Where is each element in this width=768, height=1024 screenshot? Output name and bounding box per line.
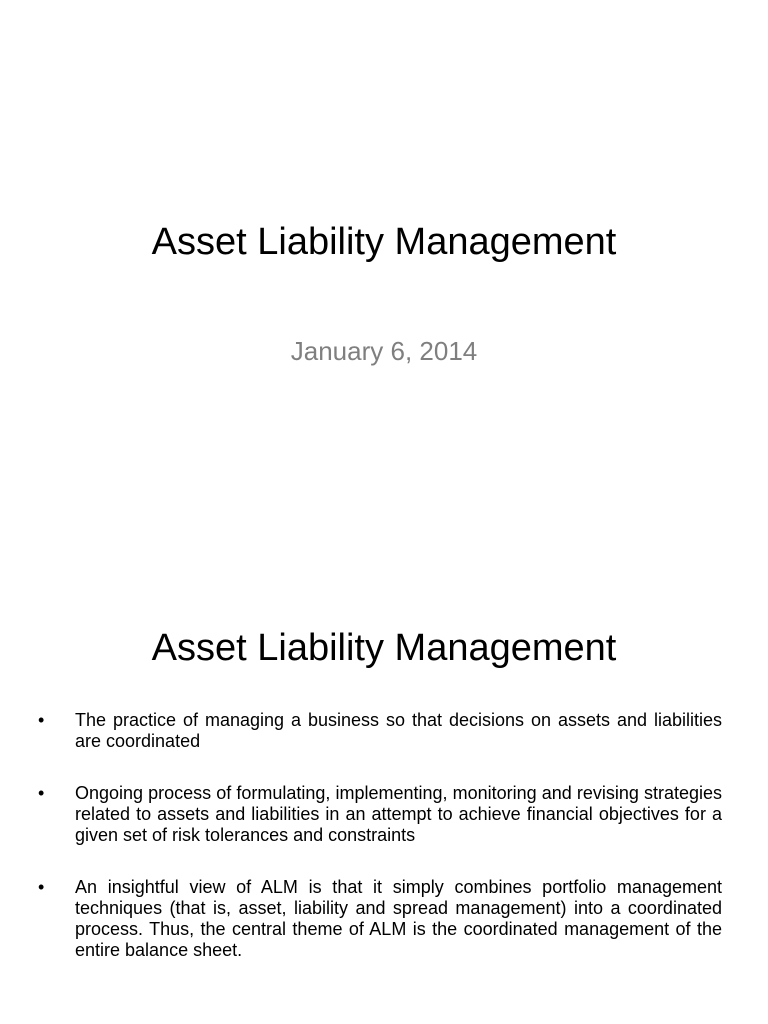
bullet-list (38, 710, 722, 992)
bullet-text: The practice of managing a business so that decisions on assets and liabilities are coordinated (75, 710, 722, 751)
bullet-dot-icon: • (38, 783, 45, 803)
bullet-item (38, 877, 722, 961)
bullet-text: Ongoing process of formulating, implementing, monitoring and revising strategies related to assets and liabilities in an attempt to achieve financial objectives for a given set of risk tolerances and constraints (75, 783, 722, 845)
slide-subtitle-date: January 6, 2014 (290, 336, 478, 366)
content-slide (0, 512, 768, 1024)
bullet-text: An insightful view of ALM is that it simply combines portfolio management techniques (that is, asset, liability and spread management) into a coordinated process. Thus, the central theme of ALM is the coordinated management of the entire balance sheet. (75, 877, 722, 960)
bullet-item (38, 783, 722, 846)
slide-title: Asset Liability Management (151, 627, 617, 669)
bullet-dot-icon: • (38, 877, 45, 897)
bullet-dot-icon: • (38, 710, 45, 730)
slide-title: Asset Liability Management (151, 221, 617, 263)
bullet-item (38, 710, 722, 752)
